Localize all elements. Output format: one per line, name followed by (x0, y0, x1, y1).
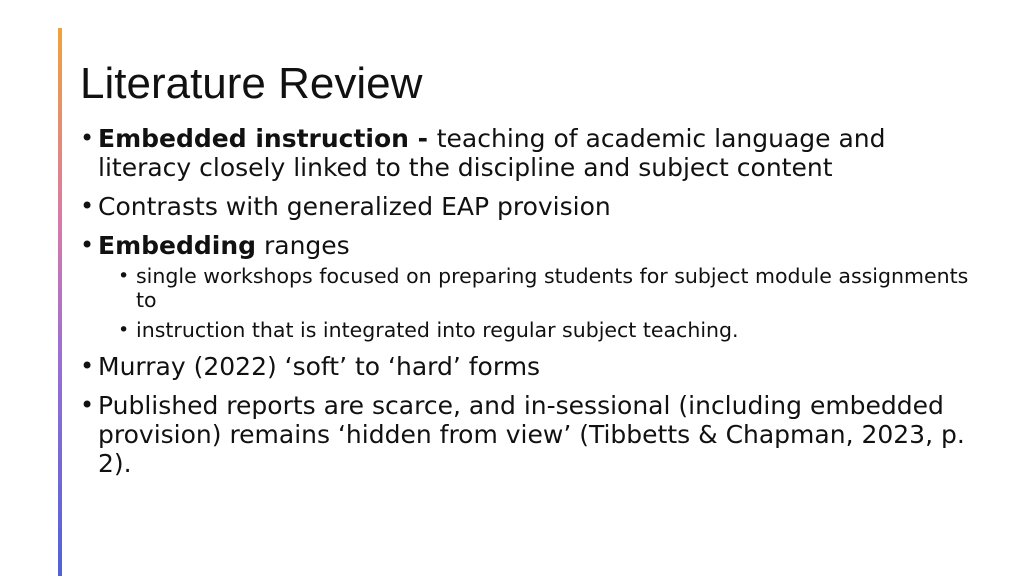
bullet-bold-term: Embedded instruction - (98, 124, 437, 153)
bullet-text: Published reports are scarce, and in-sessional (including embedded provision) remains ‘hidden from view’ (Tibbetts & Chapman, 2023, p. 2). (98, 391, 965, 478)
bullet-text: ranges (256, 231, 350, 260)
bullet-contrasts (80, 192, 970, 221)
bullet-text: Murray (2022) ‘soft’ to ‘hard’ forms (98, 352, 541, 381)
bullet-bold-term: Embedding (98, 231, 257, 260)
bullet-embedding-ranges (80, 231, 970, 342)
bullet-text: Contrasts with generalized EAP provision (98, 192, 611, 221)
slide-title: Literature Review (80, 59, 423, 108)
bullet-published-reports (80, 391, 970, 478)
accent-bar (58, 28, 62, 576)
sub-bullet-list (98, 264, 970, 342)
slide-content (80, 124, 970, 488)
sub-bullet-workshops: • single workshops focused on preparing students for subject module assignments to (118, 264, 970, 312)
bullet-list (80, 124, 970, 478)
sub-bullet-integrated: • instruction that is integrated into regular subject teaching. (118, 318, 970, 342)
bullet-embedded-instruction (80, 124, 970, 182)
bullet-text: teaching of academic language and literacy closely linked to the discipline and subject content (98, 124, 886, 182)
bullet-murray (80, 352, 970, 381)
